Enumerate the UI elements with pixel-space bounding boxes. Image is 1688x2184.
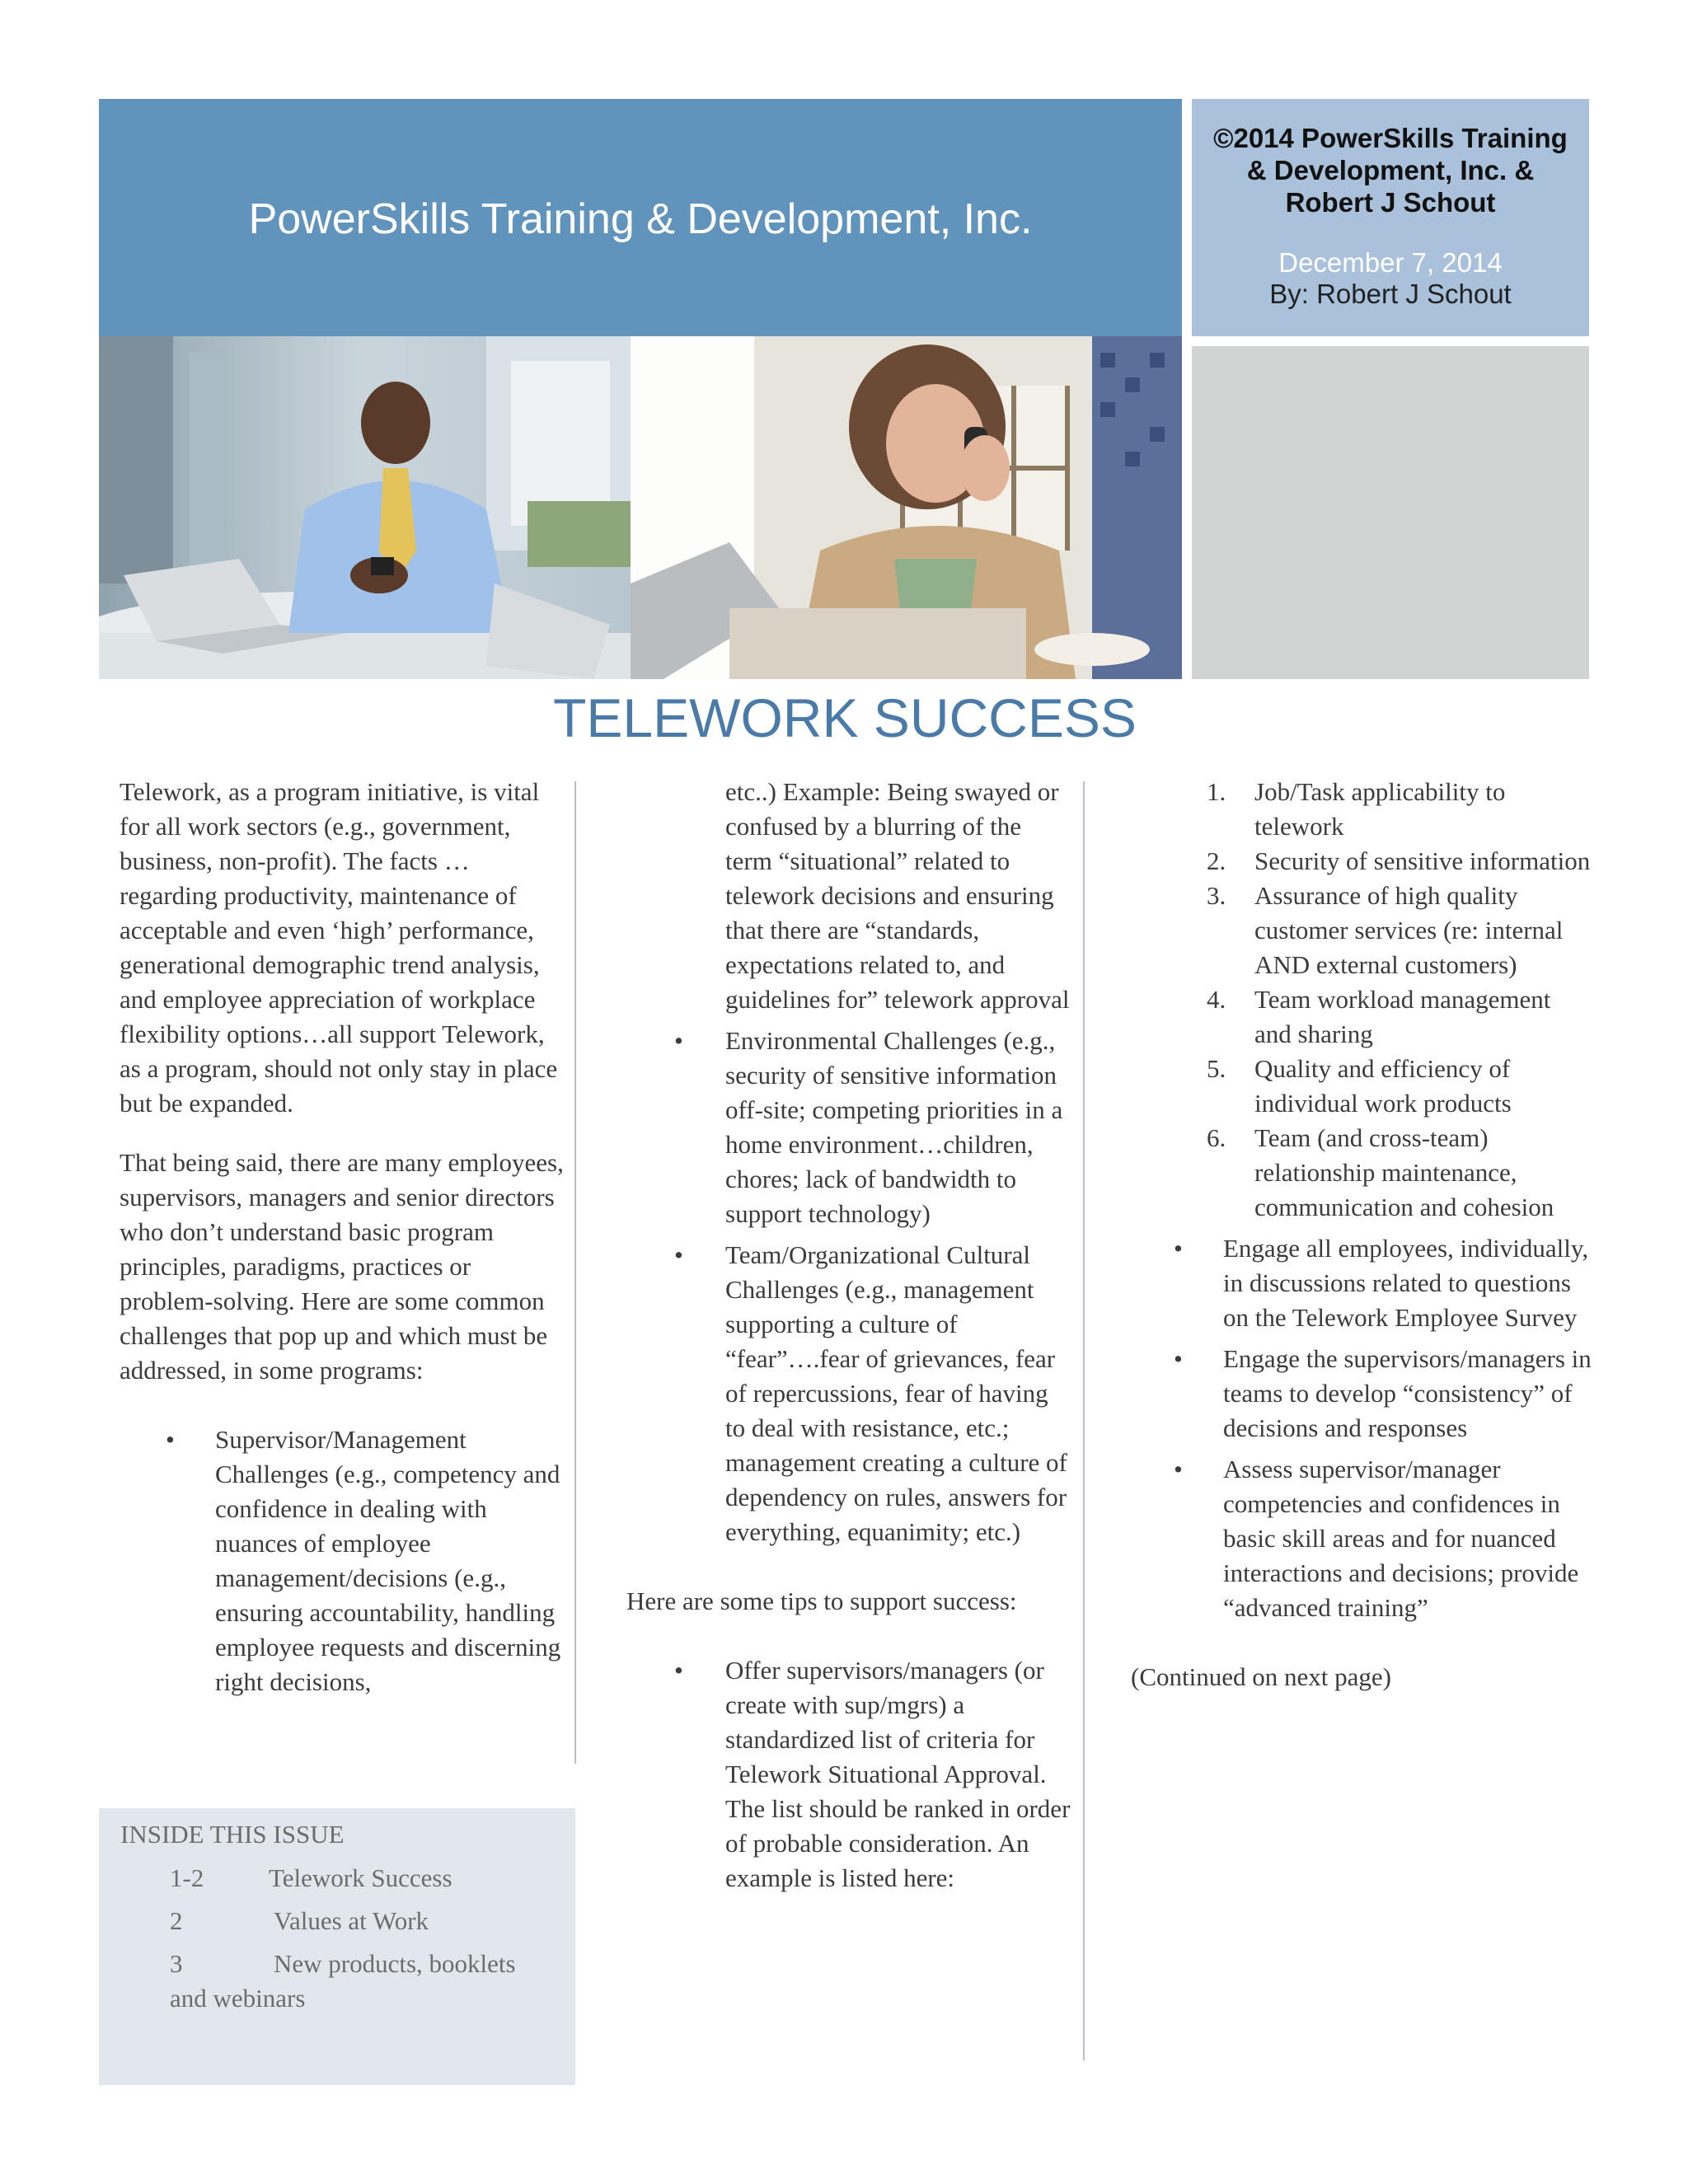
photo-man-with-phone (99, 336, 631, 679)
header-banner (99, 99, 1182, 336)
list-item (626, 1653, 1071, 1896)
bullet-icon: • (674, 1026, 683, 1055)
criteria-list (1131, 775, 1592, 1225)
list-item-text: Job/Task applicability to telework (1254, 777, 1506, 841)
list-number: 1. (1207, 777, 1226, 806)
bullet-icon: • (1174, 1455, 1183, 1483)
list-item (1131, 844, 1592, 879)
tips-list (626, 1653, 1071, 1896)
list-item-text: Security of sensitive information (1254, 846, 1591, 875)
page-title: TELEWORK SUCCESS (553, 687, 1137, 748)
column-3 (1131, 775, 1592, 1694)
challenges-paragraph: That being said, there are many employees, supervisors, managers and senior directors who don’t understand basic program principles, paradigms, practices or problem-solving. Here are some common challenges that pop up and which must be addressed, in some programs: (120, 1148, 564, 1385)
toc-pages: 2 (170, 1906, 183, 1935)
continued-text: etc..) Example: Being swayed or confused by a blurring of the term “situational” related to telework decisions and ensuring that there are “standards, expectations related to, and guidelines for” telework approval (725, 777, 1070, 1014)
list-number: 2. (1207, 846, 1226, 875)
toc-item (170, 1904, 557, 1938)
list-item-text: Engage all employees, individually, in discussions related to questions on the Telework Employee Survey (1223, 1234, 1589, 1332)
tips-list-continued (1131, 1231, 1592, 1625)
list-item-text: Team/Organizational Cultural Challenges (e.g., management supporting a culture of “fear”….fear of grievances, fear of repercussions, fear of having to deal with resistance, etc.; management creating a culture of dependency on rules, answers for everything, equanimity; etc.) (725, 1240, 1067, 1546)
list-item (626, 1238, 1071, 1549)
author-byline: By: Robert J Schout (1269, 279, 1512, 309)
column-divider (574, 781, 576, 1764)
gray-panel (1192, 346, 1589, 679)
bullet-icon: • (674, 1240, 683, 1269)
list-number: 5. (1207, 1054, 1226, 1083)
company-name: PowerSkills Training & Development, Inc. (248, 195, 1033, 243)
list-number: 4. (1207, 985, 1226, 1014)
continued-note: (Continued on next page) (1131, 1662, 1391, 1691)
list-item (1131, 1342, 1592, 1446)
list-item (1131, 1052, 1592, 1121)
list-item (1131, 1452, 1592, 1625)
list-item-text: Quality and efficiency of individual work products (1254, 1054, 1512, 1118)
toc-item (170, 1947, 557, 2016)
column-2 (626, 775, 1071, 1896)
challenges-list (120, 1422, 565, 1699)
list-item (626, 1024, 1071, 1231)
list-item (120, 1422, 565, 1699)
list-item (1131, 775, 1592, 844)
list-item-text: Offer supervisors/managers (or create with sup/mgrs) a standardized list of criteria for Telework Situational Approval. The list should be ranked in order of probable consideration. An example is listed here: (725, 1656, 1071, 1892)
tips-intro: Here are some tips to support success: (626, 1586, 1017, 1615)
list-item (1131, 879, 1592, 982)
photo-woman-on-phone (631, 336, 1182, 679)
list-item (1131, 1121, 1592, 1225)
info-box (1192, 99, 1589, 336)
list-item-text: Engage the supervisors/managers in teams to develop “consistency” of decisions and responses (1223, 1344, 1592, 1442)
toc-label: Telework Success (269, 1863, 452, 1892)
bullet-icon: • (166, 1425, 175, 1454)
copyright-notice: ©2014 PowerSkills Training & Development, Inc. & Robert J Schout (1213, 123, 1568, 218)
toc-pages: 1-2 (170, 1863, 204, 1892)
list-item-text: Assess supervisor/manager competencies and confidences in basic skill areas and for nuanced interactions and decisions; provide “advanced training” (1223, 1455, 1579, 1622)
challenges-list-continued (626, 1024, 1071, 1549)
toc-label: New products, booklets and webinars (170, 1949, 516, 2013)
bullet-icon: • (674, 1656, 683, 1685)
list-item-text: Environmental Challenges (e.g., security of sensitive information off-site; competing priorities in a home environment…children, chores; lack of bandwidth to support technology) (725, 1026, 1063, 1228)
toc-pages: 3 (170, 1949, 183, 1978)
list-item-text: Team (and cross-team) relationship maintenance, communication and cohesion (1254, 1123, 1554, 1221)
list-item (1131, 1231, 1592, 1335)
list-item-text: Supervisor/Management Challenges (e.g., competency and confidence in dealing with nuances of employee management/decisions (e.g., ensuring accountability, handling employee requests and discerning right decisions, (215, 1425, 561, 1696)
inside-title: INSIDE THIS ISSUE (120, 1820, 345, 1849)
list-item (1131, 982, 1592, 1052)
bullet-icon: • (1174, 1234, 1183, 1263)
list-number: 3. (1207, 881, 1226, 910)
list-item-text: Team workload management and sharing (1254, 985, 1551, 1048)
toc-item (170, 1861, 557, 1896)
intro-paragraph: Telework, as a program initiative, is vital for all work sectors (e.g., government, business, non-profit). The facts …regarding productivity, maintenance of acceptable and even ‘high’ performance, generational demographic trend analysis, and employee appreciation of workplace flexibility options…all support Telework, as a program, should not only stay in place but be expanded. (120, 777, 558, 1118)
bullet-icon: • (1174, 1344, 1183, 1373)
issue-date: December 7, 2014 (1278, 247, 1503, 278)
column-1 (120, 775, 565, 1699)
list-number: 6. (1207, 1123, 1226, 1152)
toc-label: Values at Work (274, 1906, 429, 1935)
column-divider (1083, 781, 1085, 2060)
list-item-text: Assurance of high quality customer services (re: internal AND external customers) (1254, 881, 1564, 979)
inside-this-issue-box (99, 1808, 575, 2085)
